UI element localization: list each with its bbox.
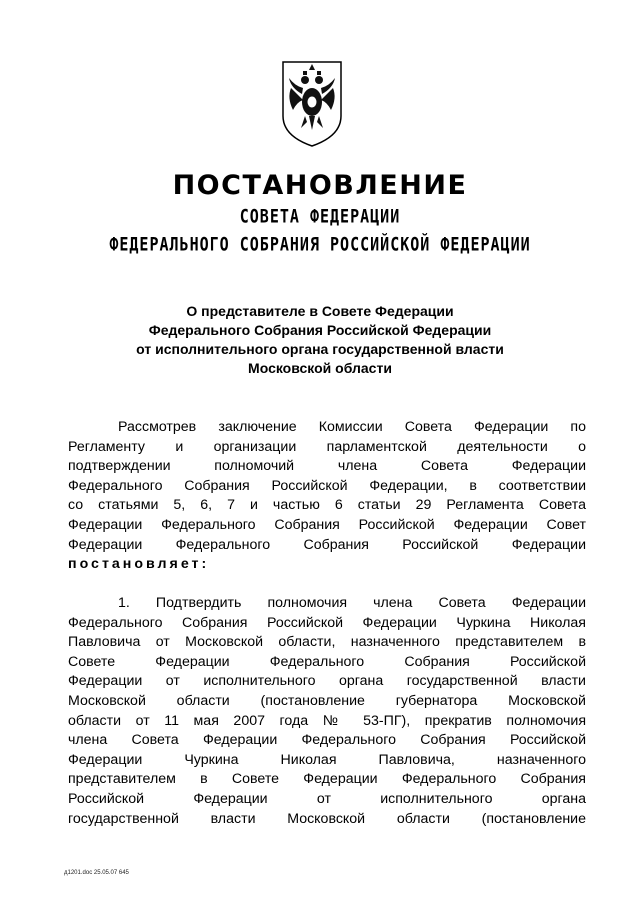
document-title: ПОСТАНОВЛЕНИЕ xyxy=(172,170,468,201)
text-line: Российской Федерации от исполнительного органа xyxy=(68,790,586,807)
text-line: Федерального Собрания Российской Федерации Чуркина Николая xyxy=(68,614,586,631)
text-line: Московской области (постановление губернатора Московской xyxy=(68,692,586,709)
text-line: Федерации от исполнительного органа государственной власти xyxy=(68,673,586,690)
file-reference-footer: д1201.doc 25.05.07 645 xyxy=(64,870,129,876)
text-line: Совете Федерации Федерального Собрания Российской xyxy=(68,653,586,670)
heading-line: Федерального Собрания Российской Федерации xyxy=(148,322,492,338)
text-line: Рассмотрев заключение Комиссии Совета Федерации по xyxy=(118,419,586,435)
document-subtitle-council: СОВЕТА ФЕДЕРАЦИИ xyxy=(239,204,401,228)
text-line: Регламенту и организации парламентской деятельности о xyxy=(68,438,586,455)
document-subtitle-assembly: ФЕДЕРАЛЬНОГО СОБРАНИЯ РОССИЙСКОЙ ФЕДЕРАЦИИ xyxy=(109,232,531,256)
text-line: государственной власти Московской области (постановление xyxy=(68,810,586,827)
resolution-heading xyxy=(0,302,640,378)
clause-1-paragraph xyxy=(68,594,586,829)
text-line: Федерации Чуркина Николая Павловича, назначенного xyxy=(68,751,586,768)
text-line: Федерального Собрания Российской Федерации, в соответствии xyxy=(68,477,586,494)
text-line: Федерации Федерального Собрания Российской Федерации Совет xyxy=(68,516,586,533)
text-line: представителем в Совете Федерации Федерального Собрания xyxy=(68,771,586,788)
heading-line: Московской области xyxy=(248,360,392,376)
text-line: члена Совета Федерации Федерального Собрания Российской xyxy=(68,732,586,749)
text-line: Федерации Федерального Собрания Российской Федерации xyxy=(68,536,586,553)
text-line: 1. Подтвердить полномочия члена Совета Федерации xyxy=(118,595,586,611)
heading-line: О представителе в Совете Федерации xyxy=(186,303,454,319)
heading-line: от исполнительного органа государственной власти xyxy=(136,341,504,357)
coat-of-arms-emblem xyxy=(279,58,345,148)
preamble-paragraph xyxy=(68,418,586,575)
double-headed-eagle-icon xyxy=(279,58,345,148)
text-line: Павловича от Московской области, назначенного представителем в xyxy=(68,634,586,651)
resolves-keyword: постановляет: xyxy=(68,556,210,573)
text-line: подтверждении полномочий члена Совета Федерации xyxy=(68,458,586,475)
text-line: области от 11 мая 2007 года № 53-ПГ), прекратив полномочия xyxy=(68,712,586,729)
text-line: со статьями 5, 6, 7 и частью 6 статьи 29 Регламента Совета xyxy=(68,497,586,514)
